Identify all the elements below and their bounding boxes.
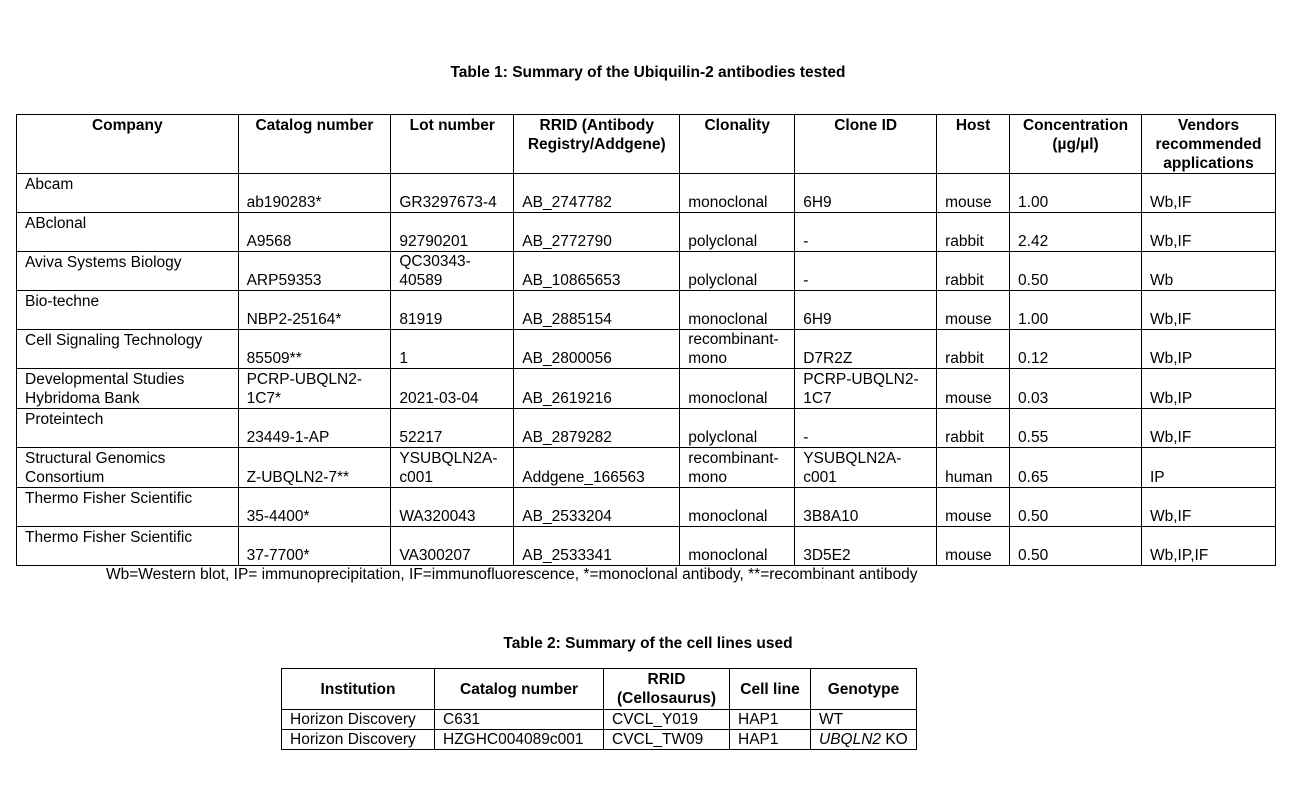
table-row	[17, 213, 1276, 252]
table-cell: ABclonal	[17, 213, 239, 252]
table-cell: 52217	[391, 409, 514, 448]
table-cell: 0.50	[1010, 252, 1142, 291]
column-header: Genotype	[811, 669, 917, 710]
column-header: Clone ID	[795, 115, 937, 174]
table-cell: 2021-03-04	[391, 369, 514, 409]
table-row	[17, 409, 1276, 448]
table-cell: AB_2747782	[514, 174, 680, 213]
table-cell: YSUBQLN2A-c001	[391, 448, 514, 488]
header-row	[17, 115, 1276, 174]
column-header: Concentration (µg/µl)	[1010, 115, 1142, 174]
table-cell: 1.00	[1010, 291, 1142, 330]
table-cell: Z-UBQLN2-7**	[238, 448, 391, 488]
table-cell: mouse	[937, 527, 1010, 566]
table-row	[282, 730, 917, 750]
table-cell: rabbit	[937, 213, 1010, 252]
table-cell: C631	[435, 710, 604, 730]
table-cell: Bio-techne	[17, 291, 239, 330]
table-cell: GR3297673-4	[391, 174, 514, 213]
table-cell: YSUBQLN2A-c001	[795, 448, 937, 488]
table-cell: 85509**	[238, 330, 391, 369]
antibody-table	[16, 114, 1276, 566]
table-cell: polyclonal	[680, 409, 795, 448]
table-cell: CVCL_Y019	[604, 710, 730, 730]
table-cell: 6H9	[795, 291, 937, 330]
table-cell: WT	[811, 710, 917, 730]
table-cell: AB_2800056	[514, 330, 680, 369]
table-cell: Proteintech	[17, 409, 239, 448]
table-cell: Cell Signaling Technology	[17, 330, 239, 369]
table1-footnote: Wb=Western blot, IP= immunoprecipitation, IF=immunofluorescence, *=monoclonal antibody, **=recombinant antibody	[106, 566, 918, 583]
column-header: Institution	[282, 669, 435, 710]
table-cell: monoclonal	[680, 174, 795, 213]
table2-caption: Table 2: Summary of the cell lines used	[503, 635, 793, 652]
table-cell: 0.12	[1010, 330, 1142, 369]
table-row	[17, 527, 1276, 566]
table-cell: 23449-1-AP	[238, 409, 391, 448]
header-row	[282, 669, 917, 710]
table-cell: monoclonal	[680, 291, 795, 330]
table-cell: Wb,IF	[1142, 174, 1276, 213]
table-cell: rabbit	[937, 330, 1010, 369]
table-cell: WA320043	[391, 488, 514, 527]
table-cell: Horizon Discovery	[282, 710, 435, 730]
table-cell: monoclonal	[680, 527, 795, 566]
column-header: Lot number	[391, 115, 514, 174]
table-cell: 0.50	[1010, 527, 1142, 566]
table-cell: 3D5E2	[795, 527, 937, 566]
table-cell: 3B8A10	[795, 488, 937, 527]
table-cell: 0.65	[1010, 448, 1142, 488]
table-cell: Wb,IP	[1142, 330, 1276, 369]
table-cell: AB_2533341	[514, 527, 680, 566]
table-cell: Structural Genomics Consortium	[17, 448, 239, 488]
table-cell: ab190283*	[238, 174, 391, 213]
table-row	[282, 710, 917, 730]
table-cell: monoclonal	[680, 369, 795, 409]
column-header: RRID (Antibody Registry/Addgene)	[514, 115, 680, 174]
table-cell: recombinant-mono	[680, 330, 795, 369]
table-cell: Horizon Discovery	[282, 730, 435, 750]
table-cell: CVCL_TW09	[604, 730, 730, 750]
table-cell: AB_10865653	[514, 252, 680, 291]
table-row	[17, 252, 1276, 291]
column-header: Company	[17, 115, 239, 174]
table-cell: -	[795, 252, 937, 291]
table-cell: Aviva Systems Biology	[17, 252, 239, 291]
table-cell: rabbit	[937, 252, 1010, 291]
table-cell: recombinant-mono	[680, 448, 795, 488]
table-cell: AB_2619216	[514, 369, 680, 409]
column-header: Clonality	[680, 115, 795, 174]
column-header: Catalog number	[238, 115, 391, 174]
table-cell: 1.00	[1010, 174, 1142, 213]
table-cell: 2.42	[1010, 213, 1142, 252]
table-row	[17, 448, 1276, 488]
column-header: RRID (Cellosaurus)	[604, 669, 730, 710]
table-cell: HAP1	[730, 730, 811, 750]
table-cell: Thermo Fisher Scientific	[17, 488, 239, 527]
table-cell: D7R2Z	[795, 330, 937, 369]
table-cell: AB_2772790	[514, 213, 680, 252]
table-cell: IP	[1142, 448, 1276, 488]
table-cell: Wb,IF	[1142, 488, 1276, 527]
table-cell: Wb,IP	[1142, 369, 1276, 409]
table-cell: Wb,IF	[1142, 213, 1276, 252]
table-cell: Addgene_166563	[514, 448, 680, 488]
table-cell: HAP1	[730, 710, 811, 730]
table-cell: 81919	[391, 291, 514, 330]
table-cell: AB_2533204	[514, 488, 680, 527]
table-cell: -	[795, 213, 937, 252]
table-cell: AB_2885154	[514, 291, 680, 330]
table-cell: Thermo Fisher Scientific	[17, 527, 239, 566]
table-cell: 1	[391, 330, 514, 369]
table-cell: Wb,IF	[1142, 291, 1276, 330]
table-cell: AB_2879282	[514, 409, 680, 448]
column-header: Catalog number	[435, 669, 604, 710]
column-header: Host	[937, 115, 1010, 174]
table-cell: mouse	[937, 488, 1010, 527]
table-cell: mouse	[937, 369, 1010, 409]
table-cell: PCRP-UBQLN2-1C7	[795, 369, 937, 409]
cell-line-table	[281, 668, 917, 750]
table-cell: polyclonal	[680, 213, 795, 252]
table1-caption: Table 1: Summary of the Ubiquilin-2 antibodies tested	[450, 64, 846, 81]
table-cell: mouse	[937, 174, 1010, 213]
table-cell: VA300207	[391, 527, 514, 566]
table-row	[17, 291, 1276, 330]
table-cell: NBP2-25164*	[238, 291, 391, 330]
table-cell: human	[937, 448, 1010, 488]
table-cell: polyclonal	[680, 252, 795, 291]
table-cell: 92790201	[391, 213, 514, 252]
table-cell: UBQLN2 KO	[811, 730, 917, 750]
table-cell: mouse	[937, 291, 1010, 330]
table-cell: Wb	[1142, 252, 1276, 291]
table-row	[17, 488, 1276, 527]
table-cell: rabbit	[937, 409, 1010, 448]
table-cell: 0.55	[1010, 409, 1142, 448]
table-cell: 37-7700*	[238, 527, 391, 566]
table-cell: 0.03	[1010, 369, 1142, 409]
table-cell: Wb,IF	[1142, 409, 1276, 448]
table-cell: HZGHC004089c001	[435, 730, 604, 750]
column-header: Cell line	[730, 669, 811, 710]
column-header: Vendors recommended applications	[1142, 115, 1276, 174]
table-cell: Developmental Studies Hybridoma Bank	[17, 369, 239, 409]
table-cell: ARP59353	[238, 252, 391, 291]
table-cell: -	[795, 409, 937, 448]
table-cell: A9568	[238, 213, 391, 252]
table-cell: Wb,IP,IF	[1142, 527, 1276, 566]
table-cell: Abcam	[17, 174, 239, 213]
table-cell: PCRP-UBQLN2-1C7*	[238, 369, 391, 409]
table-row	[17, 174, 1276, 213]
table-cell: QC30343-40589	[391, 252, 514, 291]
table-cell: 0.50	[1010, 488, 1142, 527]
table-row	[17, 369, 1276, 409]
table-cell: 6H9	[795, 174, 937, 213]
table-cell: monoclonal	[680, 488, 795, 527]
table-row	[17, 330, 1276, 369]
table-cell: 35-4400*	[238, 488, 391, 527]
